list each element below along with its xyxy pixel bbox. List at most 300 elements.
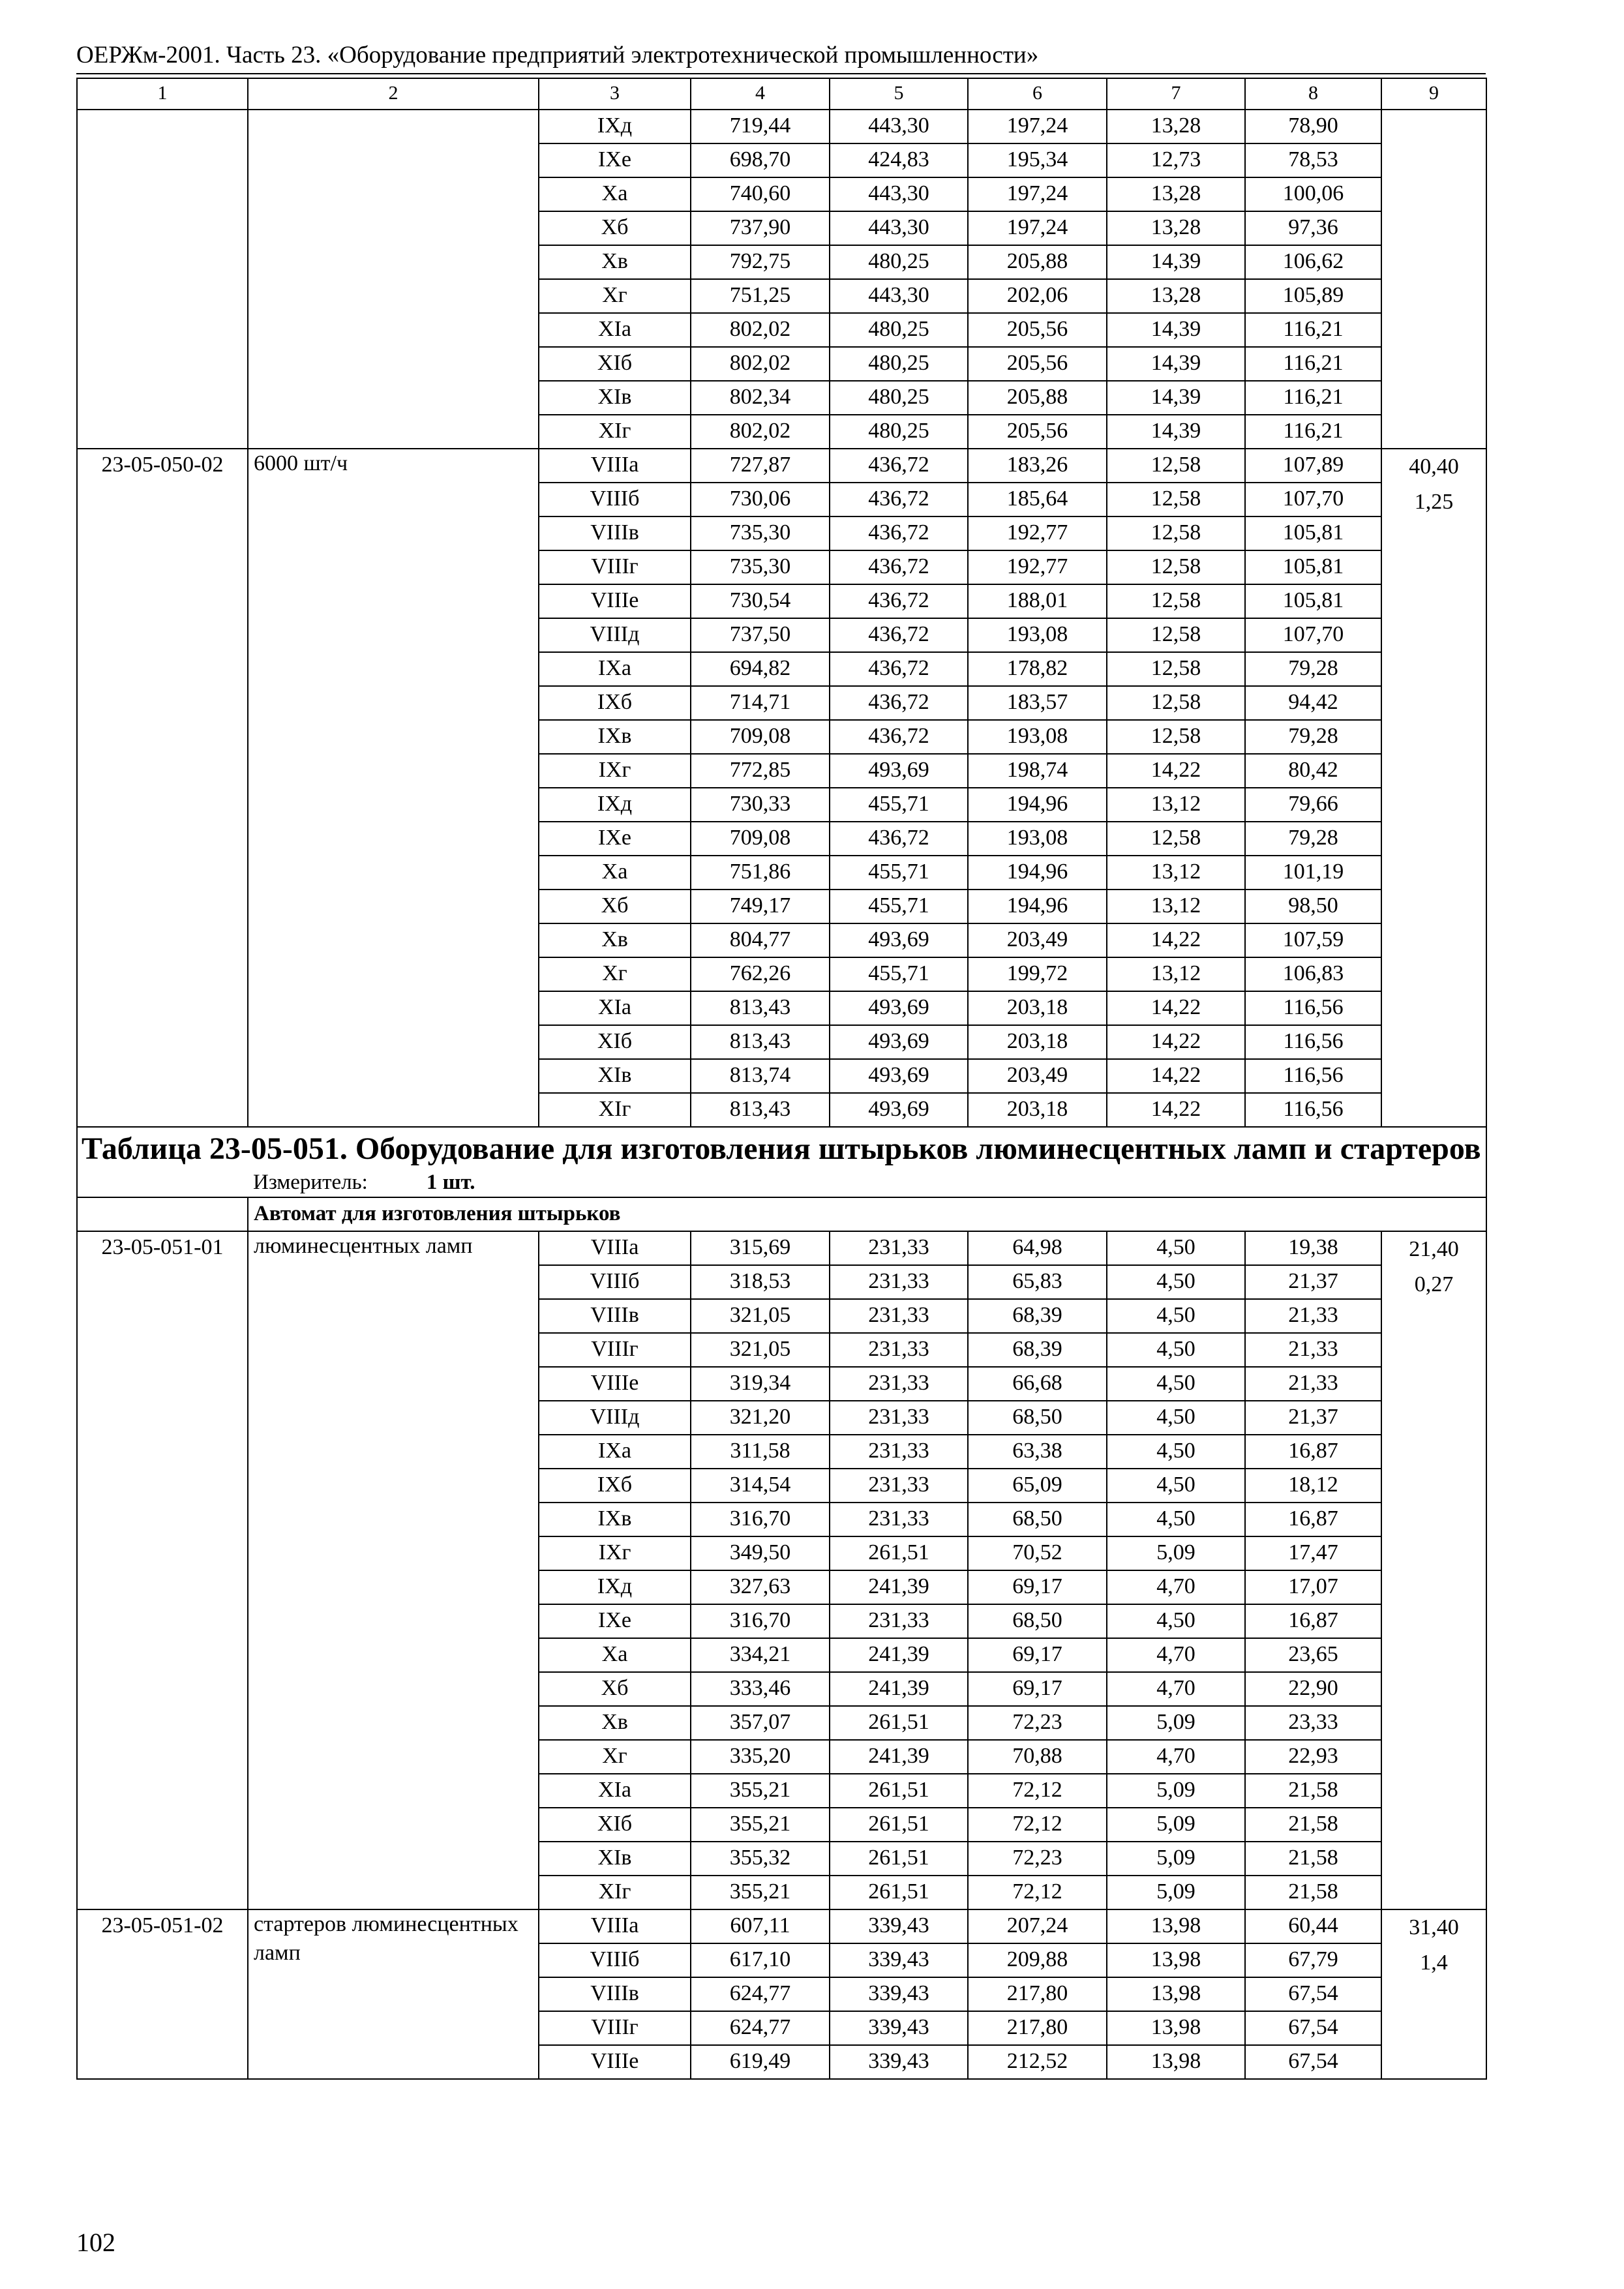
machine-cost-cell: 192,77: [968, 550, 1107, 584]
total-cost-cell: 315,69: [691, 1231, 830, 1265]
region-code-cell: IXа: [539, 652, 691, 686]
operator-wage-cell: 4,50: [1107, 1231, 1245, 1265]
labor-cost-cell: 493,69: [830, 754, 968, 788]
labor-cost-cell: 436,72: [830, 550, 968, 584]
operator-wage-cell: 4,70: [1107, 1672, 1245, 1706]
operator-wage-cell: 13,98: [1107, 1943, 1245, 1977]
labor-cost-cell: 493,69: [830, 1093, 968, 1127]
materials-cost-cell: 21,37: [1245, 1401, 1381, 1435]
subheading-cell: Автомат для изготовления штырьков: [248, 1197, 1486, 1231]
header-rule: [76, 73, 1486, 74]
materials-cost-cell: 100,06: [1245, 177, 1381, 211]
materials-cost-cell: 116,56: [1245, 1093, 1381, 1127]
labor-cost-cell: 241,39: [830, 1638, 968, 1672]
code-cell-empty: [77, 110, 248, 449]
region-code-cell: IXе: [539, 1604, 691, 1638]
labor-cost-cell: 480,25: [830, 313, 968, 347]
machine-cost-cell: 72,12: [968, 1774, 1107, 1808]
operator-wage-cell: 13,28: [1107, 110, 1245, 143]
region-code-cell: VIIIб: [539, 1943, 691, 1977]
labor-cost-cell: 455,71: [830, 890, 968, 923]
materials-cost-cell: 21,58: [1245, 1842, 1381, 1876]
total-cost-cell: 333,46: [691, 1672, 830, 1706]
machine-cost-cell: 68,39: [968, 1333, 1107, 1367]
table-row: [77, 449, 1486, 483]
region-code-cell: XIг: [539, 1093, 691, 1127]
materials-cost-cell: 23,65: [1245, 1638, 1381, 1672]
machine-cost-cell: 203,18: [968, 1025, 1107, 1059]
operator-wage-cell: 4,50: [1107, 1435, 1245, 1469]
region-code-cell: VIIIб: [539, 483, 691, 516]
operator-wage-cell: 12,58: [1107, 720, 1245, 754]
total-cost-cell: 730,06: [691, 483, 830, 516]
labor-cost-cell: 339,43: [830, 1943, 968, 1977]
region-code-cell: VIIIв: [539, 1977, 691, 2011]
region-code-cell: IXв: [539, 1503, 691, 1536]
region-code-cell: Xб: [539, 890, 691, 923]
total-cost-cell: 607,11: [691, 1909, 830, 1943]
total-cost-cell: 316,70: [691, 1604, 830, 1638]
materials-cost-cell: 78,53: [1245, 143, 1381, 177]
total-cost-cell: 624,77: [691, 2011, 830, 2045]
machine-cost-cell: 198,74: [968, 754, 1107, 788]
machine-cost-cell: 69,17: [968, 1672, 1107, 1706]
operator-wage-cell: 12,58: [1107, 483, 1245, 516]
item-name-cell: стартеров люминесцентных ламп: [248, 1909, 539, 2079]
labor-cost-cell: 480,25: [830, 415, 968, 449]
resource-table: [76, 78, 1487, 2080]
labor-cost-cell: 436,72: [830, 652, 968, 686]
materials-cost-cell: 106,83: [1245, 957, 1381, 991]
item-code-cell: 23-05-051-02: [77, 1909, 248, 2079]
materials-cost-cell: 106,62: [1245, 245, 1381, 279]
operator-wage-cell: 12,58: [1107, 550, 1245, 584]
item-name-cell: люминесцентных ламп: [248, 1231, 539, 1909]
machine-cost-cell: 205,88: [968, 245, 1107, 279]
column-number: 1: [77, 78, 248, 110]
machine-cost-cell: 183,57: [968, 686, 1107, 720]
materials-cost-cell: 60,44: [1245, 1909, 1381, 1943]
materials-cost-cell: 16,87: [1245, 1503, 1381, 1536]
operator-wage-cell: 5,09: [1107, 1536, 1245, 1570]
document-header: ОЕРЖм-2001. Часть 23. «Оборудование предприятий электротехнической промышленности»: [76, 42, 1039, 68]
operator-wage-cell: 4,50: [1107, 1333, 1245, 1367]
materials-cost-cell: 17,07: [1245, 1570, 1381, 1604]
labor-cost-cell: 231,33: [830, 1435, 968, 1469]
operator-wage-cell: 5,09: [1107, 1706, 1245, 1740]
materials-cost-cell: 21,58: [1245, 1808, 1381, 1842]
region-code-cell: Xа: [539, 177, 691, 211]
region-code-cell: VIIIв: [539, 516, 691, 550]
column-number: 6: [968, 78, 1107, 110]
operator-wage-cell: 4,50: [1107, 1265, 1245, 1299]
operator-wage-cell: 13,12: [1107, 788, 1245, 822]
region-code-cell: VIIIг: [539, 1333, 691, 1367]
table-row: [77, 110, 1486, 143]
materials-cost-cell: 21,33: [1245, 1299, 1381, 1333]
labor-cost-cell: 493,69: [830, 923, 968, 957]
extra-values-cell: [1381, 1231, 1486, 1909]
total-cost-cell: 802,34: [691, 381, 830, 415]
meter-value: 1 шт.: [426, 1171, 475, 1194]
column-number: 9: [1381, 78, 1486, 110]
region-code-cell: XIб: [539, 347, 691, 381]
total-cost-cell: 355,21: [691, 1876, 830, 1909]
region-code-cell: Xб: [539, 211, 691, 245]
operator-wage-cell: 14,22: [1107, 1059, 1245, 1093]
region-code-cell: Xг: [539, 1740, 691, 1774]
materials-cost-cell: 67,54: [1245, 2045, 1381, 2079]
machine-cost-cell: 65,83: [968, 1265, 1107, 1299]
total-cost-cell: 335,20: [691, 1740, 830, 1774]
total-cost-cell: 813,43: [691, 1025, 830, 1059]
labor-cost-cell: 436,72: [830, 449, 968, 483]
operator-wage-cell: 14,22: [1107, 1025, 1245, 1059]
column-number: 8: [1245, 78, 1381, 110]
section-heading-cell: [77, 1127, 1486, 1197]
materials-cost-cell: 21,37: [1245, 1265, 1381, 1299]
labor-cost-cell: 339,43: [830, 1977, 968, 2011]
operator-wage-cell: 13,28: [1107, 279, 1245, 313]
labor-cost-cell: 455,71: [830, 957, 968, 991]
subheading-code-empty: [77, 1197, 248, 1231]
labor-cost-cell: 231,33: [830, 1469, 968, 1503]
column-number: 2: [248, 78, 539, 110]
materials-cost-cell: 105,81: [1245, 516, 1381, 550]
materials-cost-cell: 79,28: [1245, 652, 1381, 686]
machine-cost-cell: 205,56: [968, 347, 1107, 381]
extra-value-2: 1,4: [1420, 1951, 1448, 1975]
region-code-cell: VIIIд: [539, 618, 691, 652]
meter-label: Измеритель:: [253, 1171, 368, 1194]
materials-cost-cell: 107,70: [1245, 483, 1381, 516]
machine-cost-cell: 70,88: [968, 1740, 1107, 1774]
machine-cost-cell: 209,88: [968, 1943, 1107, 1977]
total-cost-cell: 737,90: [691, 211, 830, 245]
labor-cost-cell: 436,72: [830, 584, 968, 618]
machine-cost-cell: 199,72: [968, 957, 1107, 991]
total-cost-cell: 624,77: [691, 1977, 830, 2011]
total-cost-cell: 349,50: [691, 1536, 830, 1570]
labor-cost-cell: 261,51: [830, 1536, 968, 1570]
region-code-cell: Xг: [539, 957, 691, 991]
labor-cost-cell: 480,25: [830, 347, 968, 381]
machine-cost-cell: 203,49: [968, 923, 1107, 957]
materials-cost-cell: 107,89: [1245, 449, 1381, 483]
total-cost-cell: 319,34: [691, 1367, 830, 1401]
total-cost-cell: 737,50: [691, 618, 830, 652]
total-cost-cell: 709,08: [691, 822, 830, 856]
region-code-cell: IXе: [539, 143, 691, 177]
total-cost-cell: 802,02: [691, 347, 830, 381]
operator-wage-cell: 4,50: [1107, 1367, 1245, 1401]
labor-cost-cell: 436,72: [830, 720, 968, 754]
machine-cost-cell: 203,18: [968, 991, 1107, 1025]
operator-wage-cell: 12,73: [1107, 143, 1245, 177]
labor-cost-cell: 455,71: [830, 788, 968, 822]
materials-cost-cell: 105,89: [1245, 279, 1381, 313]
total-cost-cell: 762,26: [691, 957, 830, 991]
machine-cost-cell: 192,77: [968, 516, 1107, 550]
region-code-cell: Xг: [539, 279, 691, 313]
machine-cost-cell: 205,56: [968, 313, 1107, 347]
total-cost-cell: 727,87: [691, 449, 830, 483]
materials-cost-cell: 67,54: [1245, 1977, 1381, 2011]
total-cost-cell: 316,70: [691, 1503, 830, 1536]
machine-cost-cell: 185,64: [968, 483, 1107, 516]
region-code-cell: VIIIе: [539, 584, 691, 618]
materials-cost-cell: 116,21: [1245, 313, 1381, 347]
labor-cost-cell: 339,43: [830, 2045, 968, 2079]
materials-cost-cell: 18,12: [1245, 1469, 1381, 1503]
region-code-cell: VIIIа: [539, 1231, 691, 1265]
region-code-cell: XIа: [539, 313, 691, 347]
total-cost-cell: 802,02: [691, 313, 830, 347]
operator-wage-cell: 13,12: [1107, 856, 1245, 890]
total-cost-cell: 619,49: [691, 2045, 830, 2079]
machine-cost-cell: 194,96: [968, 856, 1107, 890]
machine-cost-cell: 72,23: [968, 1706, 1107, 1740]
labor-cost-cell: 443,30: [830, 211, 968, 245]
labor-cost-cell: 231,33: [830, 1604, 968, 1638]
operator-wage-cell: 12,58: [1107, 584, 1245, 618]
operator-wage-cell: 5,09: [1107, 1808, 1245, 1842]
materials-cost-cell: 16,87: [1245, 1435, 1381, 1469]
region-code-cell: XIб: [539, 1808, 691, 1842]
labor-cost-cell: 436,72: [830, 516, 968, 550]
total-cost-cell: 772,85: [691, 754, 830, 788]
machine-cost-cell: 66,68: [968, 1367, 1107, 1401]
operator-wage-cell: 4,50: [1107, 1401, 1245, 1435]
operator-wage-cell: 14,39: [1107, 313, 1245, 347]
materials-cost-cell: 116,56: [1245, 1025, 1381, 1059]
labor-cost-cell: 436,72: [830, 686, 968, 720]
total-cost-cell: 311,58: [691, 1435, 830, 1469]
labor-cost-cell: 480,25: [830, 381, 968, 415]
operator-wage-cell: 14,22: [1107, 1093, 1245, 1127]
operator-wage-cell: 12,58: [1107, 822, 1245, 856]
region-code-cell: XIг: [539, 415, 691, 449]
labor-cost-cell: 261,51: [830, 1842, 968, 1876]
region-code-cell: VIIIг: [539, 550, 691, 584]
labor-cost-cell: 231,33: [830, 1299, 968, 1333]
region-code-cell: IXб: [539, 686, 691, 720]
materials-cost-cell: 116,21: [1245, 415, 1381, 449]
machine-cost-cell: 68,39: [968, 1299, 1107, 1333]
region-code-cell: VIIIв: [539, 1299, 691, 1333]
machine-cost-cell: 63,38: [968, 1435, 1107, 1469]
labor-cost-cell: 480,25: [830, 245, 968, 279]
item-code-cell: 23-05-050-02: [77, 449, 248, 1127]
region-code-cell: IXв: [539, 720, 691, 754]
machine-cost-cell: 203,18: [968, 1093, 1107, 1127]
machine-cost-cell: 195,34: [968, 143, 1107, 177]
region-code-cell: VIIIг: [539, 2011, 691, 2045]
section-heading-row: [77, 1127, 1486, 1197]
total-cost-cell: 730,54: [691, 584, 830, 618]
operator-wage-cell: 12,58: [1107, 449, 1245, 483]
machine-cost-cell: 202,06: [968, 279, 1107, 313]
total-cost-cell: 804,77: [691, 923, 830, 957]
materials-cost-cell: 21,33: [1245, 1333, 1381, 1367]
machine-cost-cell: 205,88: [968, 381, 1107, 415]
labor-cost-cell: 241,39: [830, 1672, 968, 1706]
total-cost-cell: 318,53: [691, 1265, 830, 1299]
labor-cost-cell: 231,33: [830, 1367, 968, 1401]
column-number: 5: [830, 78, 968, 110]
labor-cost-cell: 231,33: [830, 1401, 968, 1435]
labor-cost-cell: 231,33: [830, 1333, 968, 1367]
machine-cost-cell: 194,96: [968, 788, 1107, 822]
materials-cost-cell: 79,28: [1245, 822, 1381, 856]
materials-cost-cell: 67,79: [1245, 1943, 1381, 1977]
materials-cost-cell: 116,56: [1245, 1059, 1381, 1093]
operator-wage-cell: 4,50: [1107, 1299, 1245, 1333]
labor-cost-cell: 443,30: [830, 279, 968, 313]
region-code-cell: Xв: [539, 245, 691, 279]
total-cost-cell: 792,75: [691, 245, 830, 279]
operator-wage-cell: 4,70: [1107, 1740, 1245, 1774]
machine-cost-cell: 194,96: [968, 890, 1107, 923]
subheading-row: [77, 1197, 1486, 1231]
operator-wage-cell: 14,39: [1107, 347, 1245, 381]
operator-wage-cell: 5,09: [1107, 1774, 1245, 1808]
total-cost-cell: 321,20: [691, 1401, 830, 1435]
machine-cost-cell: 72,23: [968, 1842, 1107, 1876]
materials-cost-cell: 98,50: [1245, 890, 1381, 923]
materials-cost-cell: 105,81: [1245, 550, 1381, 584]
labor-cost-cell: 231,33: [830, 1231, 968, 1265]
machine-cost-cell: 70,52: [968, 1536, 1107, 1570]
region-code-cell: VIIIе: [539, 2045, 691, 2079]
column-number: 4: [691, 78, 830, 110]
labor-cost-cell: 231,33: [830, 1265, 968, 1299]
labor-cost-cell: 443,30: [830, 110, 968, 143]
labor-cost-cell: 493,69: [830, 991, 968, 1025]
operator-wage-cell: 14,39: [1107, 415, 1245, 449]
region-code-cell: IXг: [539, 1536, 691, 1570]
extra-value-2: 1,25: [1414, 490, 1454, 514]
materials-cost-cell: 21,33: [1245, 1367, 1381, 1401]
region-code-cell: VIIIд: [539, 1401, 691, 1435]
region-code-cell: XIв: [539, 381, 691, 415]
operator-wage-cell: 4,50: [1107, 1503, 1245, 1536]
labor-cost-cell: 241,39: [830, 1740, 968, 1774]
materials-cost-cell: 17,47: [1245, 1536, 1381, 1570]
labor-cost-cell: 443,30: [830, 177, 968, 211]
labor-cost-cell: 436,72: [830, 618, 968, 652]
materials-cost-cell: 107,70: [1245, 618, 1381, 652]
total-cost-cell: 355,21: [691, 1808, 830, 1842]
operator-wage-cell: 13,98: [1107, 2011, 1245, 2045]
machine-cost-cell: 188,01: [968, 584, 1107, 618]
region-code-cell: Xв: [539, 923, 691, 957]
region-code-cell: IXб: [539, 1469, 691, 1503]
total-cost-cell: 813,43: [691, 1093, 830, 1127]
materials-cost-cell: 80,42: [1245, 754, 1381, 788]
labor-cost-cell: 231,33: [830, 1503, 968, 1536]
extra-value-1: 31,40: [1409, 1915, 1459, 1939]
machine-cost-cell: 68,50: [968, 1503, 1107, 1536]
region-code-cell: IXа: [539, 1435, 691, 1469]
operator-wage-cell: 14,39: [1107, 245, 1245, 279]
total-cost-cell: 321,05: [691, 1299, 830, 1333]
region-code-cell: Xа: [539, 1638, 691, 1672]
extra-value-2: 0,27: [1414, 1272, 1454, 1296]
extra-values-cell: [1381, 1909, 1486, 2079]
region-code-cell: XIа: [539, 991, 691, 1025]
extra-cell-empty: [1381, 110, 1486, 449]
table-title: Таблица 23-05-051. Оборудование для изготовления штырьков люминесцентных ламп и стартеров: [82, 1131, 1481, 1166]
machine-cost-cell: 207,24: [968, 1909, 1107, 1943]
materials-cost-cell: 116,21: [1245, 381, 1381, 415]
machine-cost-cell: 217,80: [968, 2011, 1107, 2045]
machine-cost-cell: 68,50: [968, 1401, 1107, 1435]
machine-cost-cell: 212,52: [968, 2045, 1107, 2079]
region-code-cell: IXд: [539, 788, 691, 822]
machine-cost-cell: 64,98: [968, 1231, 1107, 1265]
total-cost-cell: 709,08: [691, 720, 830, 754]
item-code-cell: 23-05-051-01: [77, 1231, 248, 1909]
column-number: 7: [1107, 78, 1245, 110]
materials-cost-cell: 79,28: [1245, 720, 1381, 754]
total-cost-cell: 751,86: [691, 856, 830, 890]
region-code-cell: IXг: [539, 754, 691, 788]
region-code-cell: XIв: [539, 1842, 691, 1876]
total-cost-cell: 321,05: [691, 1333, 830, 1367]
region-code-cell: XIв: [539, 1059, 691, 1093]
total-cost-cell: 617,10: [691, 1943, 830, 1977]
materials-cost-cell: 101,19: [1245, 856, 1381, 890]
machine-cost-cell: 205,56: [968, 415, 1107, 449]
machine-cost-cell: 197,24: [968, 110, 1107, 143]
labor-cost-cell: 241,39: [830, 1570, 968, 1604]
machine-cost-cell: 197,24: [968, 177, 1107, 211]
region-code-cell: XIа: [539, 1774, 691, 1808]
name-cell-empty: [248, 110, 539, 449]
region-code-cell: Xв: [539, 1706, 691, 1740]
total-cost-cell: 334,21: [691, 1638, 830, 1672]
materials-cost-cell: 97,36: [1245, 211, 1381, 245]
region-code-cell: Xб: [539, 1672, 691, 1706]
materials-cost-cell: 79,66: [1245, 788, 1381, 822]
materials-cost-cell: 67,54: [1245, 2011, 1381, 2045]
labor-cost-cell: 455,71: [830, 856, 968, 890]
total-cost-cell: 740,60: [691, 177, 830, 211]
operator-wage-cell: 4,50: [1107, 1604, 1245, 1638]
page-number: 102: [76, 2228, 115, 2257]
operator-wage-cell: 14,22: [1107, 754, 1245, 788]
extra-values-cell: [1381, 449, 1486, 1127]
labor-cost-cell: 261,51: [830, 1876, 968, 1909]
materials-cost-cell: 22,93: [1245, 1740, 1381, 1774]
labor-cost-cell: 493,69: [830, 1059, 968, 1093]
machine-cost-cell: 65,09: [968, 1469, 1107, 1503]
machine-cost-cell: 203,49: [968, 1059, 1107, 1093]
total-cost-cell: 357,07: [691, 1706, 830, 1740]
total-cost-cell: 698,70: [691, 143, 830, 177]
labor-cost-cell: 436,72: [830, 822, 968, 856]
region-code-cell: VIIIб: [539, 1265, 691, 1299]
machine-cost-cell: 183,26: [968, 449, 1107, 483]
total-cost-cell: 813,43: [691, 991, 830, 1025]
machine-cost-cell: 178,82: [968, 652, 1107, 686]
labor-cost-cell: 493,69: [830, 1025, 968, 1059]
total-cost-cell: 730,33: [691, 788, 830, 822]
total-cost-cell: 802,02: [691, 415, 830, 449]
operator-wage-cell: 12,58: [1107, 516, 1245, 550]
table-row: [77, 1231, 1486, 1265]
